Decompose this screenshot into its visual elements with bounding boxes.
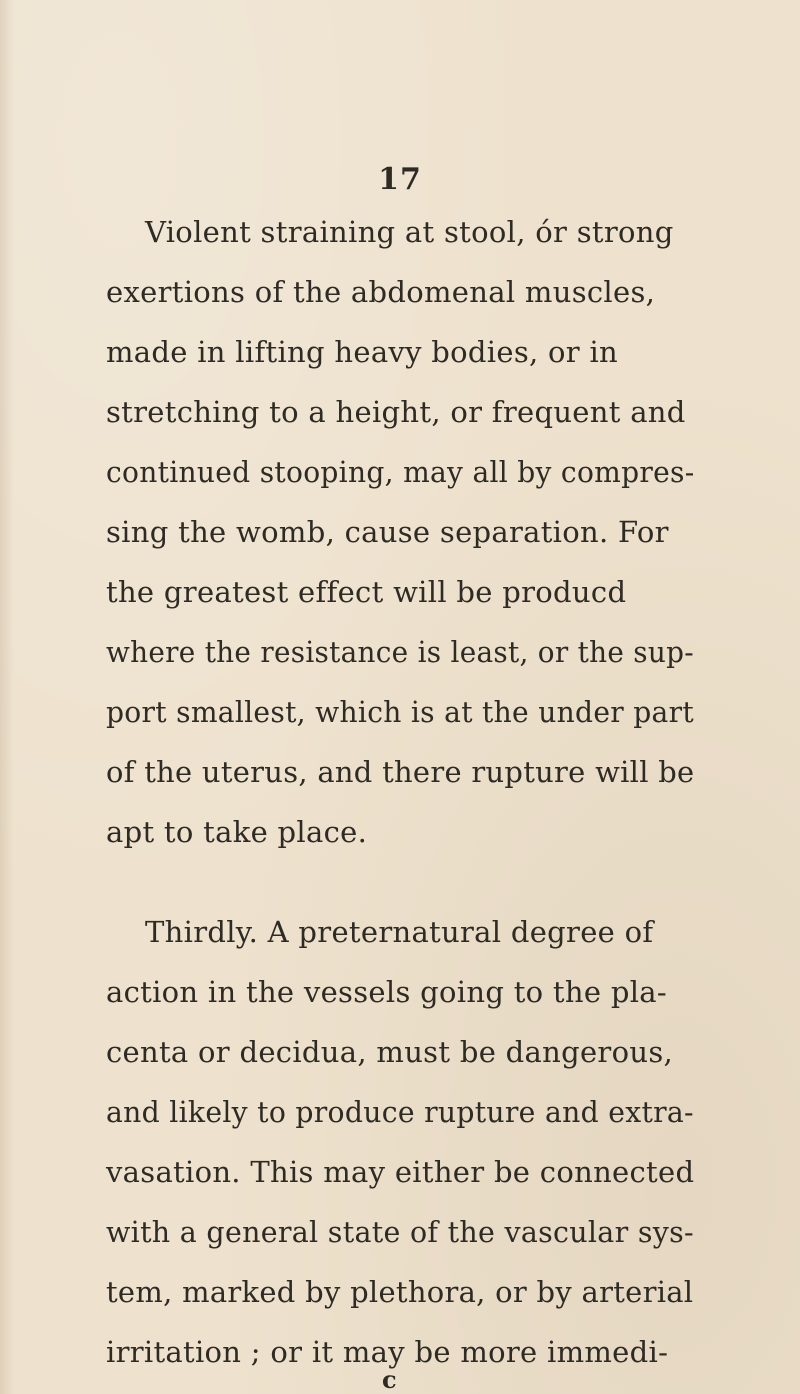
- catchword: c: [382, 1365, 397, 1394]
- line-text: vasation. This may either be connected: [106, 1155, 695, 1189]
- text-line: [0, 332, 800, 372]
- text-line: [0, 452, 800, 492]
- text-line: [0, 1152, 800, 1192]
- text-line: [0, 752, 800, 792]
- line-text: of the uterus, and there rupture will be: [106, 755, 695, 789]
- line-text: and likely to produce rupture and extra-: [106, 1095, 694, 1129]
- text-line: [0, 972, 800, 1012]
- text-line: [0, 212, 800, 252]
- text-line: [0, 692, 800, 732]
- text-line: [0, 1032, 800, 1072]
- text-line: [0, 572, 800, 612]
- line-text: the greatest effect will be producd: [106, 575, 627, 609]
- text-line: [0, 1332, 800, 1372]
- line-text: made in lifting heavy bodies, or in: [106, 335, 619, 369]
- line-text: action in the vessels going to the pla-: [106, 975, 667, 1009]
- text-line: [0, 1212, 800, 1252]
- text-line: [0, 812, 800, 852]
- line-text: continued stooping, may all by compres-: [106, 455, 695, 489]
- text-line: [0, 912, 800, 952]
- text-line: [0, 512, 800, 552]
- line-text: sing the womb, cause separation. For: [106, 515, 669, 549]
- line-text: port smallest, which is at the under part: [106, 695, 694, 729]
- line-text: where the resistance is least, or the sup-: [106, 635, 694, 669]
- line-text: centa or decidua, must be dangerous,: [106, 1035, 674, 1069]
- line-text: exertions of the abdomenal muscles,: [106, 275, 656, 309]
- line-text: stretching to a height, or frequent and: [106, 395, 686, 429]
- text-line: [0, 272, 800, 312]
- text-line: [0, 392, 800, 432]
- text-line: [0, 1092, 800, 1132]
- line-text: with a general state of the vascular sys-: [106, 1215, 694, 1249]
- text-line: [0, 1272, 800, 1312]
- line-text: apt to take place.: [106, 815, 368, 849]
- line-text: Thirdly. A preternatural degree of: [145, 915, 654, 949]
- page-number: 17: [378, 162, 422, 197]
- line-text: tem, marked by plethora, or by arterial: [106, 1275, 694, 1309]
- text-line: [0, 632, 800, 672]
- line-text: irritation ; or it may be more immedi-: [106, 1335, 669, 1369]
- line-text: Violent straining at stool, ór strong: [145, 215, 674, 249]
